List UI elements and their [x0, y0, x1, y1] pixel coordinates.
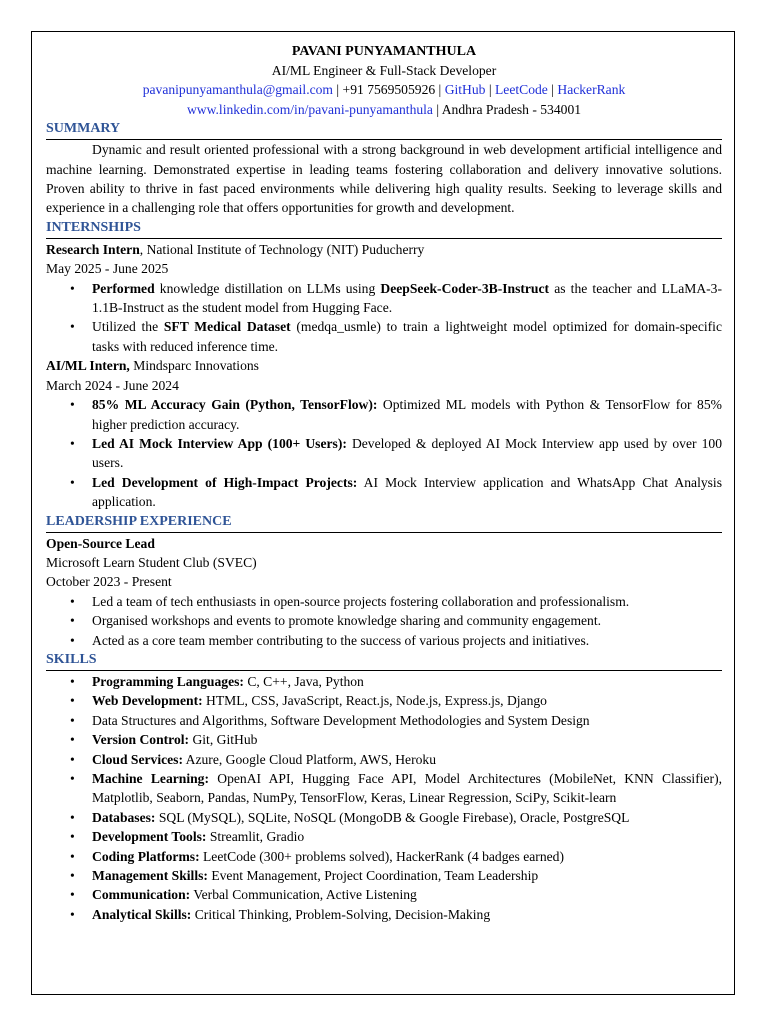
bullet-lead: Led AI Mock Interview App (100+ Users): [92, 435, 347, 451]
bullet-lead: Led Development of High-Impact Projects: [92, 474, 358, 490]
bullet-text: Utilized the [92, 319, 164, 335]
skill-label: Analytical Skills: [92, 906, 192, 922]
list-item [92, 279, 722, 318]
contact-line [46, 80, 722, 99]
skill-label: Management Skills: [92, 868, 208, 884]
summary-heading: SUMMARY [46, 120, 722, 140]
list-item [92, 711, 722, 730]
skill-value: HTML, CSS, JavaScript, React.js, Node.js, Express.js, Django [202, 693, 547, 709]
skill-value: LeetCode (300+ problems solved), HackerRank (4 badges earned) [199, 848, 564, 864]
skill-label: Coding Platforms: [92, 848, 200, 864]
list-item [92, 730, 722, 749]
list-item [92, 395, 722, 434]
hackerrank-link[interactable]: HackerRank [557, 82, 626, 98]
linkedin-link[interactable]: www.linkedin.com/in/pavani-punyamanthula [186, 101, 433, 117]
skill-value: OpenAI API, Hugging Face API, Model Architectures (MobileNet, KNN Classifier), Matplotlib, Seaborn, Pandas, NumPy, TensorFlow, Keras, Linear Regression, SciPy, Scikit-learn [92, 771, 722, 806]
github-link[interactable]: GitHub [444, 82, 486, 98]
linkedin-line [46, 100, 722, 119]
resume-page [31, 31, 735, 995]
leadership-dates: October 2023 - Present [46, 574, 172, 590]
skill-value: Event Management, Project Coordination, Team Leadership [207, 868, 539, 884]
list-item [92, 808, 722, 827]
bullet-text: knowledge distillation on LLMs using [154, 280, 381, 296]
bullet-text: Optimized ML models with Python & TensorFlow for 85% higher prediction accuracy. [92, 397, 722, 432]
skill-label: Machine Learning: [92, 771, 210, 786]
job-title-line [46, 240, 722, 259]
job-dates: May 2025 - June 2025 [46, 261, 169, 277]
candidate-name: PAVANI PUNYAMANTHULA [291, 44, 477, 59]
bullet-text: Developed & deployed AI Mock Interview app used by over 100 users. [92, 435, 722, 471]
role-title: Open-Source Lead [46, 535, 155, 551]
candidate-title: AI/ML Engineer & Full-Stack Developer [271, 63, 497, 78]
list-item [92, 434, 722, 473]
leadership-role [46, 534, 722, 553]
skill-label: Databases: [92, 809, 156, 825]
job-bullets [46, 395, 722, 511]
separator: | [485, 82, 495, 98]
bullet-lead: Performed [92, 280, 155, 296]
separator: | [547, 82, 558, 98]
bullet-bold: SFT Medical Dataset [163, 319, 291, 335]
job-role: Research Intern [46, 241, 140, 257]
leetcode-link[interactable]: LeetCode [495, 82, 548, 98]
list-item [92, 905, 722, 924]
list-item [92, 691, 722, 710]
list-item [92, 866, 722, 885]
skill-label: Cloud Services: [92, 751, 183, 767]
skill-value: Streamlit, Gradio [206, 829, 305, 845]
internships-heading: INTERNSHIPS [46, 219, 722, 239]
job-bullets [46, 279, 722, 357]
list-item: • Acted as a core team member contributing to the success of various projects and initiatives. [92, 631, 722, 650]
skill-value: Data Structures and Algorithms, Software Development Methodologies and System Design [92, 712, 590, 728]
list-item [92, 827, 722, 846]
skills-heading: SKILLS [46, 651, 722, 671]
skill-label: Development Tools: [92, 829, 207, 845]
job-org: Mindsparc Innovations [129, 358, 259, 374]
skill-value: SQL (MySQL), SQLite, NoSQL (MongoDB & Google Firebase), Oracle, PostgreSQL [155, 809, 630, 825]
skill-label: Web Development: [92, 693, 203, 709]
phone-text: | +91 7569505926 | [333, 82, 445, 98]
job-role: AI/ML Intern, [46, 358, 130, 374]
bullet-lead: 85% ML Accuracy Gain (Python, TensorFlow): [92, 397, 378, 413]
list-item [92, 473, 722, 512]
list-item: • Led a team of tech enthusiasts in open-source projects fostering collaboration and professionalism. [92, 592, 722, 611]
resume-content [46, 42, 722, 924]
job-org: , National Institute of Technology (NIT) Puducherry [139, 241, 425, 257]
bullet-bold: DeepSeek-Coder-3B-Instruct [380, 280, 550, 296]
skill-label: Communication: [92, 887, 191, 903]
skill-value: Critical Thinking, Problem-Solving, Decision-Making [191, 906, 491, 922]
email-link[interactable]: pavanipunyamanthula@gmail.com [142, 82, 334, 98]
leadership-bullets [46, 592, 722, 650]
list-item [92, 847, 722, 866]
job-dates: March 2024 - June 2024 [46, 377, 179, 393]
skill-label: Version Control: [92, 732, 190, 748]
skill-value: Azure, Google Cloud Platform, AWS, Heroku [183, 751, 437, 767]
skill-value: Verbal Communication, Active Listening [190, 887, 417, 903]
skill-value: Git, GitHub [189, 732, 258, 748]
skill-value: C, C++, Java, Python [243, 673, 364, 689]
summary-text: Dynamic and result oriented professional with a strong background in web development artificial intelligence and machine learning. Demonstrated expertise in leading teams fostering collaboration and delivery innovative solutions. Proven ability to thrive in fast paced environments while delivering high quality results. Seeking to leverage skills and experience in a challenging role that offers opportunities for growth and development. [46, 142, 722, 216]
list-item [92, 317, 722, 356]
skills-list [46, 672, 722, 924]
bullet-text: AI Mock Interview application and WhatsApp Chat Analysis application. [92, 474, 723, 510]
list-item [92, 885, 722, 904]
leadership-org: Microsoft Learn Student Club (SVEC) [46, 554, 257, 570]
list-item [92, 769, 722, 808]
bullet-text: as the teacher and LLaMA-3-1.1B-Instruct as the student model from Hugging Face. [92, 280, 722, 316]
list-item [92, 672, 722, 691]
location-text: | Andhra Pradesh - 534001 [432, 101, 582, 117]
skill-label: Programming Languages: [92, 673, 244, 689]
list-item [92, 750, 722, 769]
bullet-text: (medqa_usmle) to train a lightweight model optimized for domain-specific tasks with reduced inference time. [92, 319, 722, 354]
leadership-heading: LEADERSHIP EXPERIENCE [46, 513, 722, 533]
job-title-line [46, 356, 722, 375]
list-item: • Organised workshops and events to promote knowledge sharing and community engagement. [92, 611, 722, 630]
